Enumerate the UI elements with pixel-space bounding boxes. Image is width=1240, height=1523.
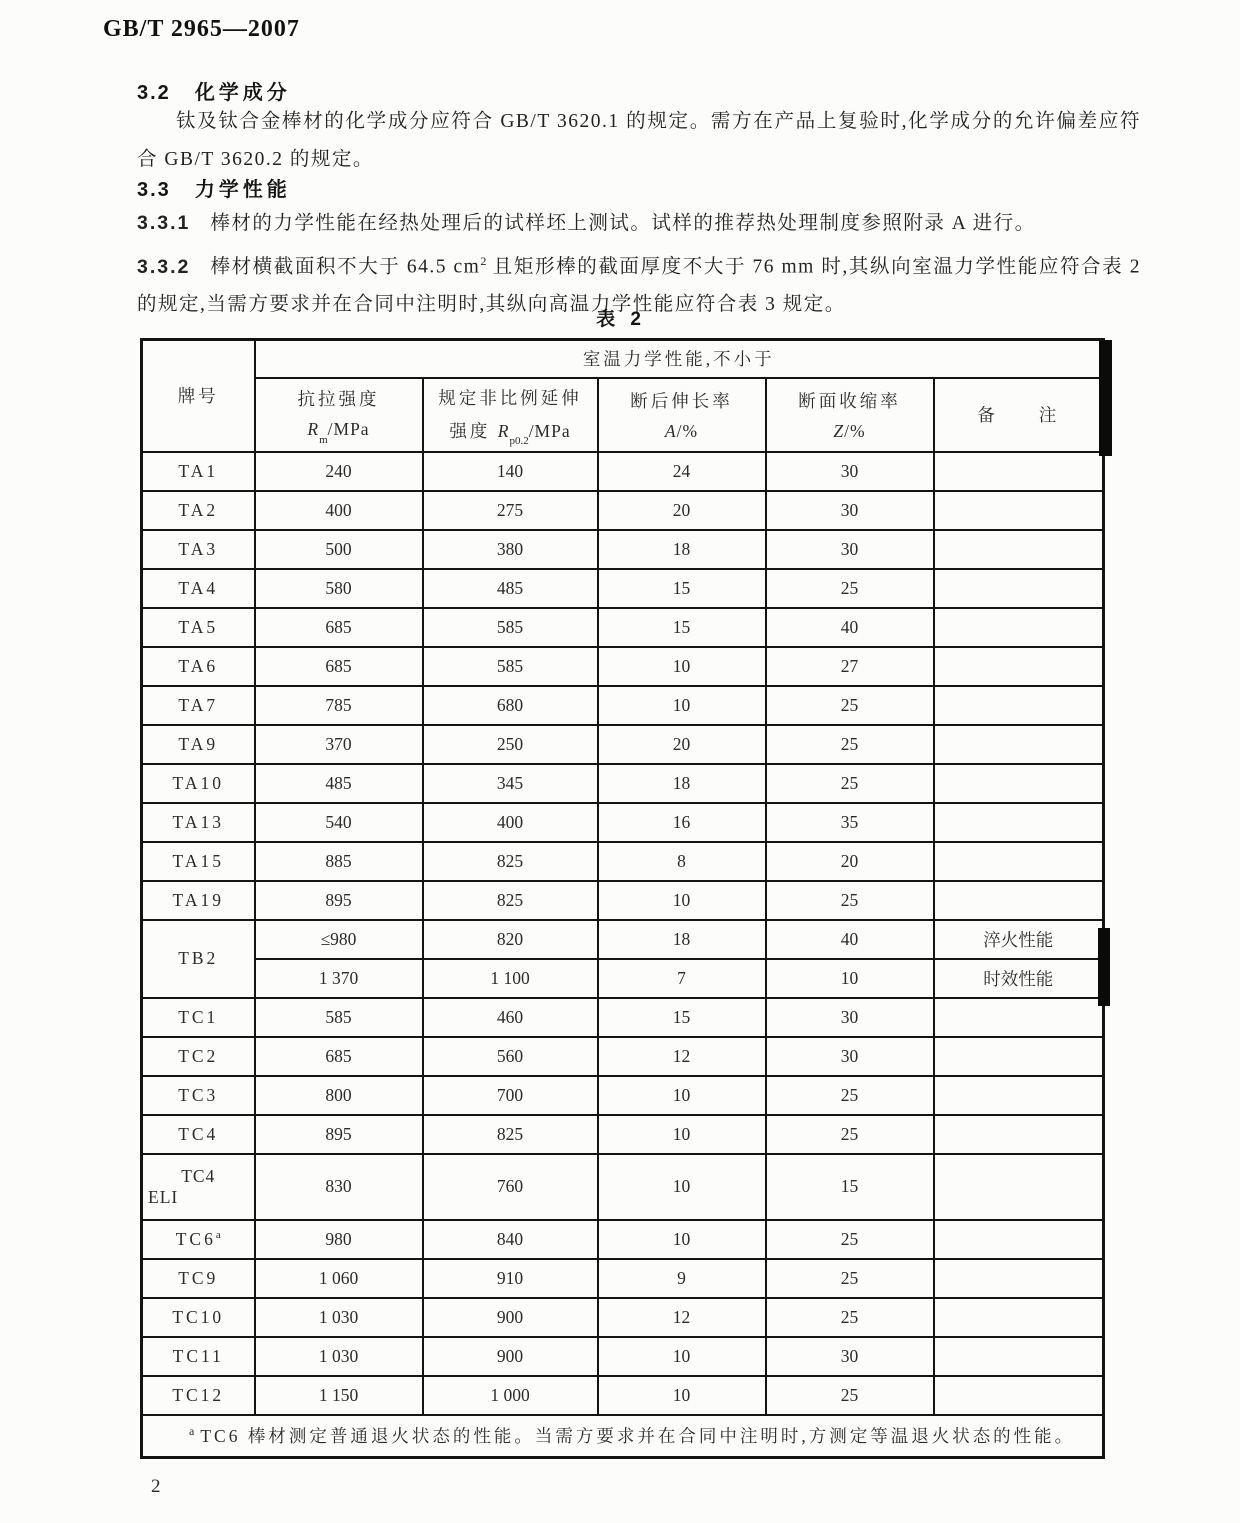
grade-cell: TA5	[142, 608, 255, 647]
grade-cell: TB2	[142, 920, 255, 998]
value-cell: 250	[423, 725, 598, 764]
value-cell: 680	[423, 686, 598, 725]
value-cell: 10	[598, 1376, 766, 1415]
table-row	[142, 842, 1104, 881]
grade-cell: TA19	[142, 881, 255, 920]
value-cell: 500	[255, 530, 423, 569]
col-header-line1: 抗拉强度	[297, 389, 380, 410]
value-cell: 7	[598, 959, 766, 998]
value-cell: 18	[598, 920, 766, 959]
unit-label: /%	[844, 420, 866, 441]
clause-text: 棒材的力学性能在经热处理后的试样坯上测试。试样的推荐热处理制度参照附录 A 进行。	[210, 213, 1036, 234]
value-cell: 8	[598, 842, 766, 881]
value-cell: 18	[598, 764, 766, 803]
value-cell	[934, 881, 1104, 920]
col-header-line2	[767, 421, 933, 442]
value-cell: 380	[423, 530, 598, 569]
col-header-line2	[256, 419, 422, 446]
value-cell: 825	[423, 881, 598, 920]
value-cell: 27	[766, 647, 934, 686]
value-cell: 10	[766, 959, 934, 998]
value-cell: 15	[598, 569, 766, 608]
value-cell: 400	[255, 491, 423, 530]
clause-number: 3.3.1	[137, 212, 191, 234]
table-row	[142, 569, 1104, 608]
value-cell: 25	[766, 725, 934, 764]
section-title: 力学性能	[194, 179, 291, 201]
header-row-group	[142, 340, 1104, 378]
value-cell: 900	[423, 1298, 598, 1337]
value-cell: 1 030	[255, 1298, 423, 1337]
table-row	[142, 452, 1104, 491]
value-cell: 685	[255, 1037, 423, 1076]
table-row	[142, 530, 1104, 569]
value-cell: 700	[423, 1076, 598, 1115]
value-cell: 30	[766, 491, 934, 530]
value-cell: 16	[598, 803, 766, 842]
table-row	[142, 1220, 1104, 1259]
grade-line: TC4	[181, 1165, 216, 1186]
page-number: 2	[151, 1476, 161, 1497]
value-cell	[934, 764, 1104, 803]
value-cell: 685	[255, 647, 423, 686]
value-cell: 370	[255, 725, 423, 764]
grade-cell: TC4	[142, 1115, 255, 1154]
table-row	[142, 881, 1104, 920]
value-cell: 580	[255, 569, 423, 608]
table-row	[142, 1076, 1104, 1115]
table-row	[142, 764, 1104, 803]
value-cell	[934, 998, 1104, 1037]
clause-text-a: 棒材横截面积不大于 64.5 cm	[210, 256, 481, 278]
value-cell: 10	[598, 1115, 766, 1154]
value-cell: 12	[598, 1037, 766, 1076]
col-header-proof-strength	[423, 378, 598, 452]
value-cell: 1 100	[423, 959, 598, 998]
value-cell: 24	[598, 452, 766, 491]
value-cell	[934, 725, 1104, 764]
table-row	[142, 1037, 1104, 1076]
value-cell: 25	[766, 1298, 934, 1337]
grade-line: ELI	[148, 1186, 179, 1207]
section-title: 化学成分	[194, 82, 291, 104]
table-row	[142, 1376, 1104, 1415]
value-cell: 485	[423, 569, 598, 608]
value-cell: 900	[423, 1337, 598, 1376]
value-cell: 35	[766, 803, 934, 842]
value-cell: 1 370	[255, 959, 423, 998]
table-row	[142, 1337, 1104, 1376]
value-cell: 25	[766, 1220, 934, 1259]
grade-cell: TC3	[142, 1076, 255, 1115]
grade-cell: TC11	[142, 1337, 255, 1376]
grade-cell: TA9	[142, 725, 255, 764]
value-cell	[934, 1259, 1104, 1298]
grade-cell: TA15	[142, 842, 255, 881]
table-row	[142, 647, 1104, 686]
symbol-Rm: R	[307, 419, 320, 440]
section-number: 3.3	[137, 179, 171, 201]
paragraph-chemical-composition	[137, 103, 1141, 178]
value-cell: 830	[255, 1154, 423, 1220]
value-cell: 淬火性能	[934, 920, 1104, 959]
value-cell: 25	[766, 764, 934, 803]
value-cell	[934, 1115, 1104, 1154]
unit-label: /%	[676, 420, 699, 441]
grade-cell: TA10	[142, 764, 255, 803]
grade-cell: TC6$^a$	[142, 1220, 255, 1259]
value-cell: 25	[766, 1076, 934, 1115]
footnote-marker: a	[189, 1424, 195, 1439]
value-cell	[934, 1337, 1104, 1376]
value-cell: 895	[255, 1115, 423, 1154]
table-row	[142, 491, 1104, 530]
col-header-line2	[424, 418, 597, 448]
value-cell: 1 000	[423, 1376, 598, 1415]
value-cell: 25	[766, 1115, 934, 1154]
grade-cell: TA1	[142, 452, 255, 491]
value-cell: 910	[423, 1259, 598, 1298]
value-cell: 10	[598, 1220, 766, 1259]
symbol-A: A	[664, 420, 677, 441]
value-cell: 25	[766, 1376, 934, 1415]
value-cell: 825	[423, 1115, 598, 1154]
scan-artifact-top-right	[1099, 340, 1112, 456]
value-cell: 15	[598, 998, 766, 1037]
value-cell: 400	[423, 803, 598, 842]
value-cell: 345	[423, 764, 598, 803]
table-footer	[142, 1415, 1104, 1458]
doc-number: GB/T 2965—2007	[103, 16, 300, 42]
grade-cell: TA6	[142, 647, 255, 686]
value-cell: 585	[255, 998, 423, 1037]
value-cell: 9	[598, 1259, 766, 1298]
value-cell: 895	[255, 881, 423, 920]
value-cell: 825	[423, 842, 598, 881]
value-cell: 10	[598, 686, 766, 725]
value-cell: 20	[598, 725, 766, 764]
value-cell: 460	[423, 998, 598, 1037]
value-cell: 时效性能	[934, 959, 1104, 998]
value-cell: 20	[598, 491, 766, 530]
value-cell	[934, 842, 1104, 881]
value-cell: 30	[766, 1037, 934, 1076]
value-cell: 785	[255, 686, 423, 725]
value-cell: 540	[255, 803, 423, 842]
value-cell	[934, 803, 1104, 842]
table-row	[142, 686, 1104, 725]
col-header-line1: 断面收缩率	[798, 390, 901, 411]
clause-number: 3.3.2	[137, 255, 191, 278]
col-header-elongation	[598, 378, 766, 452]
value-cell: 30	[766, 452, 934, 491]
value-cell: 40	[766, 920, 934, 959]
table-row	[142, 1115, 1104, 1154]
section-heading-3-3	[137, 173, 291, 202]
table-header	[142, 340, 1104, 452]
value-cell: 30	[766, 998, 934, 1037]
symbol-sub: p0.2	[509, 435, 529, 448]
value-cell: 585	[423, 608, 598, 647]
value-cell: 20	[766, 842, 934, 881]
col-header-reduction-of-area	[766, 378, 934, 452]
value-cell: 1 060	[255, 1259, 423, 1298]
value-cell	[934, 1037, 1104, 1076]
value-cell: 980	[255, 1220, 423, 1259]
value-cell: 10	[598, 647, 766, 686]
table-row	[142, 725, 1104, 764]
table-body	[142, 452, 1104, 1415]
grade-cell: TC12	[142, 1376, 255, 1415]
value-cell	[934, 608, 1104, 647]
col-header-line1: 断后伸长率	[630, 390, 733, 411]
value-cell: 10	[598, 1154, 766, 1220]
table-row	[142, 1154, 1104, 1220]
grade-cell: TA13	[142, 803, 255, 842]
value-cell	[934, 491, 1104, 530]
value-cell: 1 030	[255, 1337, 423, 1376]
col-header-line1: 规定非比例延伸	[438, 387, 582, 408]
grade-cell: TC9	[142, 1259, 255, 1298]
grade-cell: TA7	[142, 686, 255, 725]
value-cell: 15	[598, 608, 766, 647]
table-row	[142, 1298, 1104, 1337]
col-header-grade: 牌号	[142, 340, 255, 452]
col-header-line2	[599, 421, 765, 442]
grade-cell: TC1	[142, 998, 255, 1037]
value-cell: 15	[766, 1154, 934, 1220]
value-cell	[934, 569, 1104, 608]
table-row	[142, 803, 1104, 842]
value-cell	[934, 686, 1104, 725]
value-cell: 10	[598, 881, 766, 920]
value-cell	[934, 1220, 1104, 1259]
grade-cell	[142, 1154, 255, 1220]
value-cell: 30	[766, 530, 934, 569]
header-row-columns	[142, 378, 1104, 452]
value-cell: 25	[766, 569, 934, 608]
symbol-Z: Z	[833, 420, 845, 441]
table-row	[142, 1259, 1104, 1298]
value-cell: 800	[255, 1076, 423, 1115]
paragraph-3-3-1	[137, 205, 1141, 243]
clause-text-b: 且矩形棒的截面厚度不大于 76 mm 时,其纵向室温力学性能应符合表 2 的规定,当需方要求并在合同中注明时,其纵向高温力学性能应符合表 3 规定。	[137, 256, 1141, 315]
value-cell: 275	[423, 491, 598, 530]
value-cell: 485	[255, 764, 423, 803]
value-cell: 40	[766, 608, 934, 647]
value-cell: 30	[766, 1337, 934, 1376]
table-row	[142, 608, 1104, 647]
grade-cell: TA4	[142, 569, 255, 608]
value-cell	[934, 452, 1104, 491]
table-row	[142, 959, 1104, 998]
symbol-Rp02: R	[497, 420, 510, 441]
section-number: 3.2	[137, 82, 171, 104]
col-header-remark: 备 注	[934, 378, 1104, 452]
grade-cell: TA2	[142, 491, 255, 530]
value-cell: 760	[423, 1154, 598, 1220]
grade-cell: TA3	[142, 530, 255, 569]
footnote-text: TC6 棒材测定普通退火状态的性能。当需方要求并在合同中注明时,方测定等温退火状态的性能。	[200, 1426, 1076, 1447]
value-cell: 18	[598, 530, 766, 569]
col-header-group: 室温力学性能,不小于	[255, 340, 1104, 378]
col-header-tensile-strength	[255, 378, 423, 452]
scan-artifact-tb2-right	[1098, 928, 1110, 1006]
value-cell: 685	[255, 608, 423, 647]
value-cell	[934, 1154, 1104, 1220]
value-cell: 25	[766, 881, 934, 920]
value-cell: 10	[598, 1337, 766, 1376]
table-row	[142, 998, 1104, 1037]
value-cell: 560	[423, 1037, 598, 1076]
table-row	[142, 920, 1104, 959]
value-cell: ≤980	[255, 920, 423, 959]
unit-label: /MPa	[327, 419, 370, 440]
value-cell: 25	[766, 1259, 934, 1298]
unit-label: /MPa	[528, 420, 571, 441]
value-cell	[934, 1298, 1104, 1337]
symbol-sub: m	[319, 433, 328, 446]
value-cell	[934, 1076, 1104, 1115]
value-cell: 840	[423, 1220, 598, 1259]
section-heading-3-2	[137, 76, 291, 105]
footnote-cell	[142, 1415, 1104, 1458]
superscript-2: 2	[480, 254, 487, 268]
grade-cell: TC2	[142, 1037, 255, 1076]
value-cell	[934, 530, 1104, 569]
value-cell: 25	[766, 686, 934, 725]
value-cell	[934, 1376, 1104, 1415]
value-cell: 1 150	[255, 1376, 423, 1415]
value-cell: 240	[255, 452, 423, 491]
value-cell: 12	[598, 1298, 766, 1337]
value-cell: 10	[598, 1076, 766, 1115]
grade-footnote-marker: a	[215, 1228, 221, 1241]
value-cell: 140	[423, 452, 598, 491]
table-caption: 表 2	[596, 309, 646, 330]
paragraph-text: 钛及钛合金棒材的化学成分应符合 GB/T 3620.1 的规定。需方在产品上复验时,化学成分的允许偏差应符合 GB/T 3620.2 的规定。	[137, 111, 1141, 170]
value-cell: 820	[423, 920, 598, 959]
value-cell: 585	[423, 647, 598, 686]
grade-cell: TC10	[142, 1298, 255, 1337]
value-cell: 885	[255, 842, 423, 881]
properties-table	[140, 338, 1105, 1459]
footnote-row	[142, 1415, 1104, 1458]
value-cell	[934, 647, 1104, 686]
prefix-label: 强度	[449, 420, 498, 441]
